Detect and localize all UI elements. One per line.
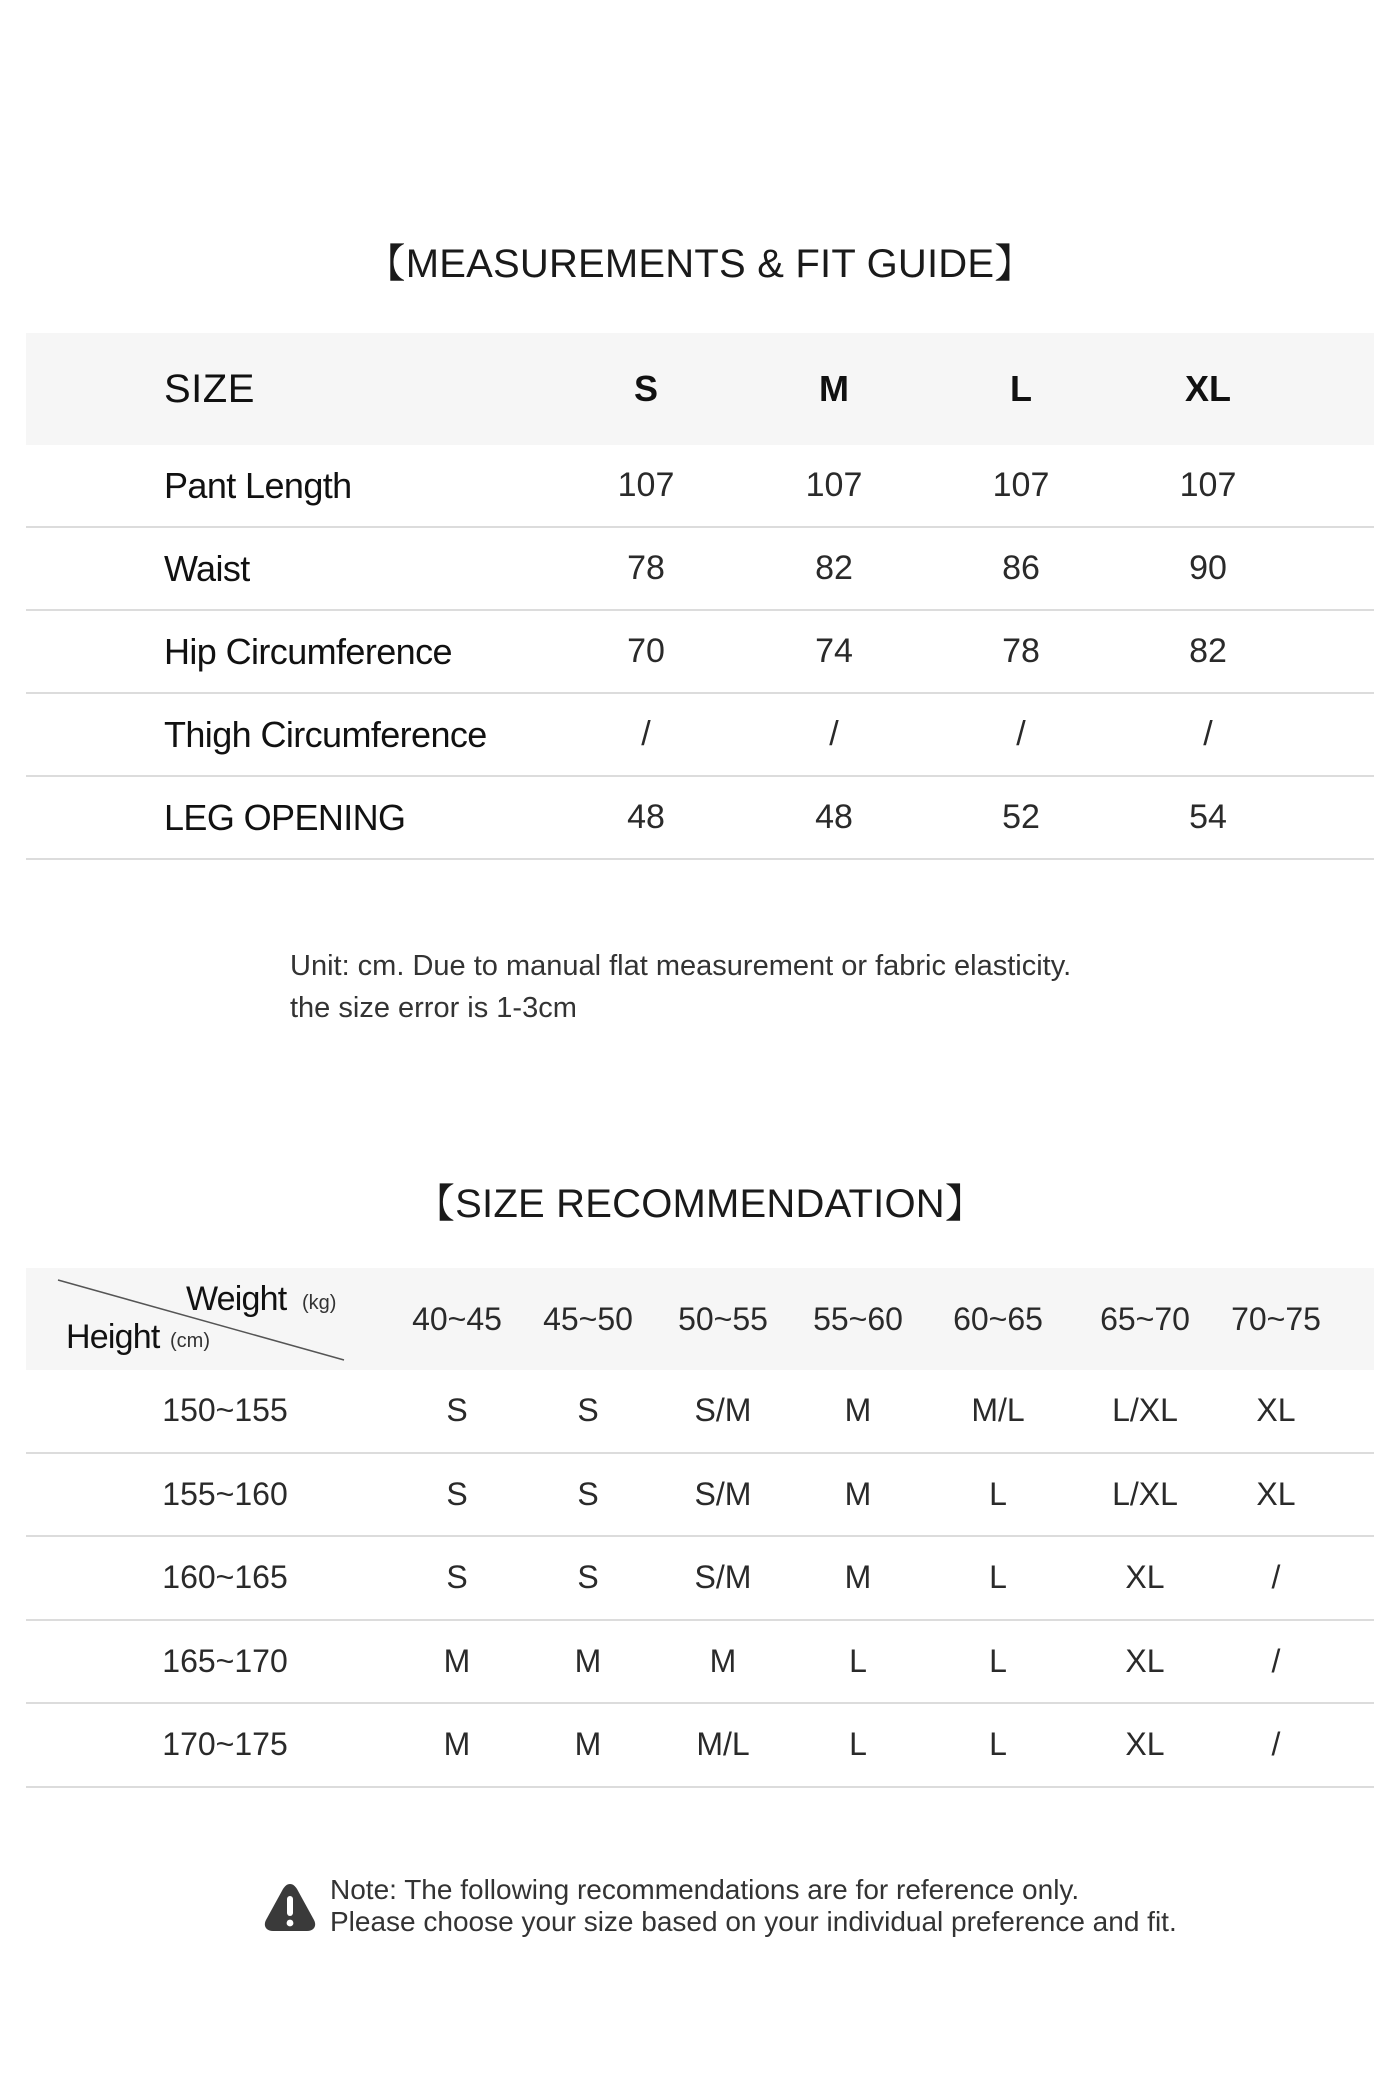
measurement-value: /: [1203, 715, 1213, 753]
measurement-label: Waist: [164, 547, 250, 589]
measurement-note-line2: the size error is 1-3cm: [290, 992, 577, 1024]
size-recommendation: XL: [1125, 1726, 1165, 1763]
measurement-note: [290, 945, 1071, 1029]
size-recommendation: S: [446, 1559, 468, 1596]
size-recommendation: L: [989, 1642, 1007, 1679]
size-recommendation: M: [574, 1726, 602, 1763]
size-recommendation: XL: [1256, 1475, 1296, 1512]
measurement-value: 54: [1189, 798, 1227, 836]
measurement-value: 82: [1189, 632, 1227, 670]
measurement-value: 48: [627, 798, 665, 836]
measurement-value: 74: [815, 632, 853, 670]
size-recommendation: S: [446, 1475, 468, 1512]
size-recommendation: M: [709, 1642, 737, 1679]
measurement-row-thigh: [26, 694, 1374, 777]
size-recommendation: S/M: [694, 1392, 752, 1429]
warning-icon: [262, 1880, 318, 1936]
size-recommendation: S: [446, 1392, 468, 1429]
weight-header: 40~45: [412, 1300, 502, 1337]
recommendation-row: [26, 1370, 1374, 1454]
height-unit: (cm): [170, 1330, 210, 1352]
size-recommendation: /: [1271, 1559, 1281, 1596]
measurements-header-row: [26, 333, 1374, 445]
footnote: [330, 1874, 1177, 1938]
size-recommendation: S/M: [694, 1559, 752, 1596]
size-recommendation: L/XL: [1112, 1475, 1178, 1512]
corner-header-cell: [26, 1268, 356, 1370]
weight-header: 55~60: [813, 1300, 903, 1337]
weight-unit: (kg): [302, 1292, 337, 1314]
weight-header: 65~70: [1100, 1300, 1190, 1337]
size-header-m: M: [819, 368, 849, 409]
measurements-table: [26, 333, 1374, 860]
size-header-l: L: [1010, 368, 1032, 409]
size-header-xl: XL: [1184, 368, 1231, 409]
measurements-title: 【MEASUREMENTS & FIT GUIDE】: [365, 242, 1035, 286]
measurement-value: 70: [627, 632, 665, 670]
size-header-label: SIZE: [164, 366, 255, 411]
size-recommendation: M: [844, 1475, 872, 1512]
recommendation-row: [26, 1454, 1374, 1538]
size-recommendation: S: [577, 1475, 599, 1512]
size-recommendation: M: [844, 1392, 872, 1429]
recommendation-row: [26, 1621, 1374, 1705]
measurement-value: 78: [627, 549, 665, 587]
measurement-row-hip: [26, 611, 1374, 694]
measurement-value: /: [1016, 715, 1026, 753]
footnote-line1: Note: The following recommendations are for reference only.: [330, 1874, 1080, 1905]
size-recommendation: S: [577, 1392, 599, 1429]
recommendation-header-row: [26, 1268, 1374, 1370]
measurement-label: Pant Length: [164, 464, 352, 506]
size-recommendation: L: [989, 1475, 1007, 1512]
measurement-value: 90: [1189, 549, 1227, 587]
measurement-value: 82: [815, 549, 853, 587]
measurement-value: /: [829, 715, 839, 753]
measurement-label: LEG OPENING: [164, 796, 406, 838]
measurement-value: 78: [1002, 632, 1040, 670]
size-recommendation: /: [1271, 1726, 1281, 1763]
measurement-value: 107: [805, 466, 863, 504]
footnote-line2: Please choose your size based on your individual preference and fit.: [330, 1906, 1177, 1937]
size-recommendation: M/L: [696, 1726, 750, 1763]
size-recommendation: XL: [1125, 1559, 1165, 1596]
height-value: 170~175: [162, 1726, 288, 1763]
weight-header: 70~75: [1231, 1300, 1321, 1337]
recommendation-title: 【SIZE RECOMMENDATION】: [414, 1182, 986, 1226]
size-recommendation: L/XL: [1112, 1392, 1178, 1429]
size-recommendation: M: [844, 1559, 872, 1596]
size-recommendation: L: [989, 1559, 1007, 1596]
measurement-row-waist: [26, 528, 1374, 611]
recommendation-row: [26, 1537, 1374, 1621]
size-recommendation: S: [577, 1559, 599, 1596]
size-recommendation: L: [849, 1726, 867, 1763]
measurement-label: Hip Circumference: [164, 630, 452, 672]
size-recommendation: M: [443, 1642, 471, 1679]
measurement-row-pant-length: [26, 445, 1374, 528]
size-recommendation: S/M: [694, 1475, 752, 1512]
size-recommendation: M/L: [971, 1392, 1025, 1429]
measurement-value: 48: [815, 798, 853, 836]
size-recommendation: XL: [1125, 1642, 1165, 1679]
weight-header: 60~65: [953, 1300, 1043, 1337]
height-value: 155~160: [162, 1475, 288, 1512]
measurement-value: 107: [1179, 466, 1237, 504]
weight-header: 50~55: [678, 1300, 768, 1337]
height-label: Height: [66, 1318, 160, 1356]
recommendation-row: [26, 1704, 1374, 1788]
measurement-note-line1: Unit: cm. Due to manual flat measurement or fabric elasticity.: [290, 950, 1072, 982]
weight-header: 45~50: [543, 1300, 633, 1337]
height-value: 150~155: [162, 1392, 288, 1429]
measurement-label: Thigh Circumference: [164, 713, 487, 755]
measurement-value: 107: [617, 466, 675, 504]
size-recommendation: L: [849, 1642, 867, 1679]
size-header-s: S: [633, 368, 658, 409]
measurement-value: 52: [1002, 798, 1040, 836]
weight-label: Weight: [186, 1280, 287, 1318]
measurement-value: 107: [992, 466, 1050, 504]
measurement-value: /: [641, 715, 651, 753]
recommendation-table: [26, 1268, 1374, 1788]
measurement-row-leg-opening: [26, 777, 1374, 860]
size-recommendation: M: [574, 1642, 602, 1679]
size-recommendation: XL: [1256, 1392, 1296, 1429]
size-recommendation: /: [1271, 1642, 1281, 1679]
size-recommendation: M: [443, 1726, 471, 1763]
height-value: 160~165: [162, 1559, 288, 1596]
height-value: 165~170: [162, 1642, 288, 1679]
measurement-value: 86: [1002, 549, 1040, 587]
size-recommendation: L: [989, 1726, 1007, 1763]
